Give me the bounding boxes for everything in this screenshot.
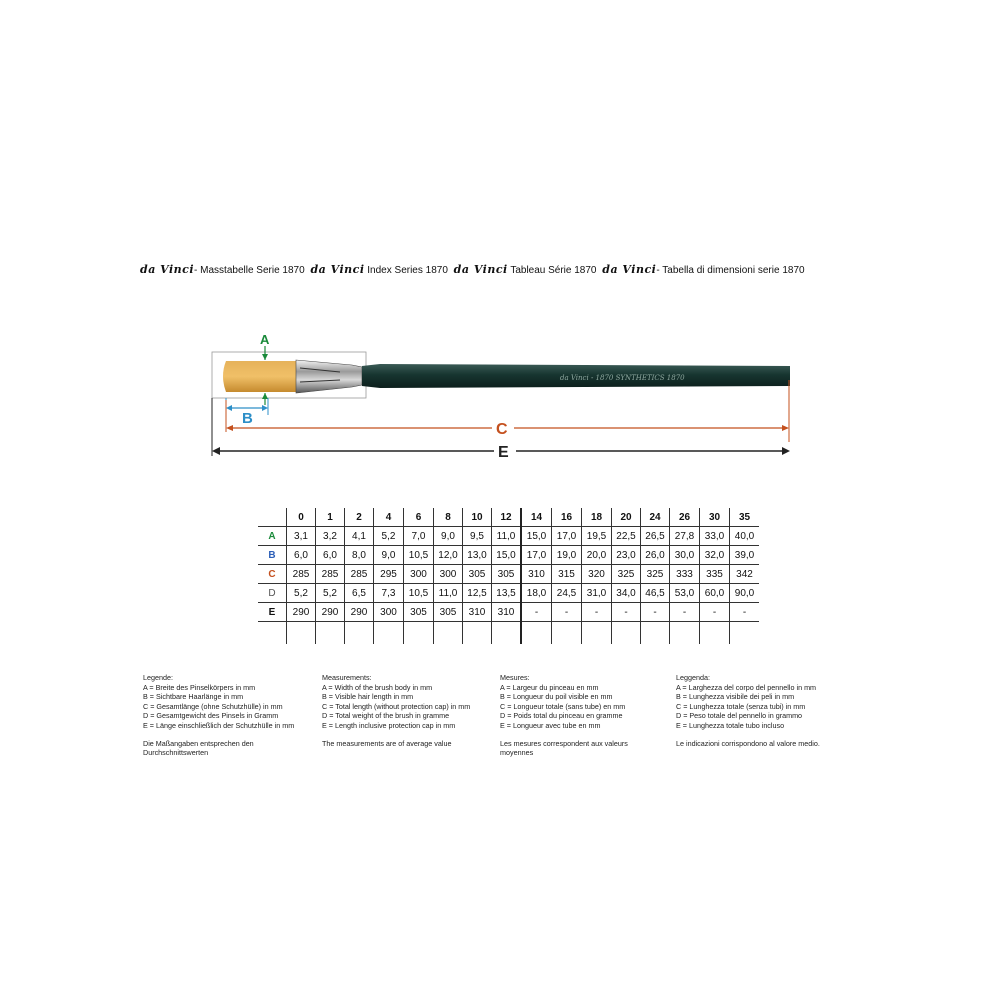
legend-line: A = Breite des Pinselkörpers in mm (143, 682, 256, 692)
table-cell: - (521, 603, 552, 622)
table-cell: 17,0 (552, 527, 582, 546)
empty-cell (463, 622, 492, 645)
column-header: 4 (374, 508, 404, 527)
legend-line: D = Peso totale del pennello in grammo (676, 711, 803, 721)
legend-heading: Mesures: (500, 673, 530, 682)
table-cell: 300 (434, 565, 463, 584)
legend-it (676, 673, 846, 748)
table-cell: 4,1 (345, 527, 374, 546)
table-cell: 30,0 (670, 546, 700, 565)
table-cell: 46,5 (641, 584, 670, 603)
table-cell: 290 (316, 603, 345, 622)
table-cell: 305 (463, 565, 492, 584)
legend-line: E = Length inclusive protection cap in mm (322, 720, 456, 730)
empty-cell (670, 622, 700, 645)
table-cell: 8,0 (345, 546, 374, 565)
table-cell: 10,5 (404, 584, 434, 603)
title-part-it: da Vinci- Tabella di dimensioni serie 1870 (602, 263, 805, 276)
title-part-de: da Vinci- Masstabelle Serie 1870 (140, 263, 305, 276)
legend-line: D = Poids total du pinceau en gramme (500, 711, 623, 721)
title-part-en: da Vinci Index Series 1870 (310, 263, 448, 276)
c-arrowhead-left (226, 425, 233, 431)
brush-ferrule (296, 360, 362, 393)
legend-line: B = Lunghezza visibile dei peli in mm (676, 692, 795, 702)
table-row (258, 546, 759, 565)
table-cell: 325 (612, 565, 641, 584)
table-cell: - (730, 603, 760, 622)
table-cell: 6,0 (316, 546, 345, 565)
empty-cell (521, 622, 552, 645)
table-cell: 31,0 (582, 584, 612, 603)
table-cell: 310 (521, 565, 552, 584)
table-cell: 27,8 (670, 527, 700, 546)
column-header: 35 (730, 508, 760, 527)
legend-de (143, 673, 308, 758)
empty-cell (374, 622, 404, 645)
brand-logo: da Vinci (140, 263, 195, 276)
brush-diagram (0, 320, 1000, 470)
table-cell: 15,0 (492, 546, 522, 565)
table-cell: - (700, 603, 730, 622)
label-a: A (260, 332, 270, 347)
empty-cell (316, 622, 345, 645)
label-b: B (242, 410, 253, 427)
table-cell: - (641, 603, 670, 622)
column-header: 26 (670, 508, 700, 527)
table-cell: 11,0 (434, 584, 463, 603)
legend-en (322, 673, 492, 748)
legend-note: Die Maßangaben entsprechen den Durchschnittswerten (143, 738, 254, 758)
table-cell: 15,0 (521, 527, 552, 546)
table-cell: 11,0 (492, 527, 522, 546)
empty-cell (582, 622, 612, 645)
table-cell: 285 (316, 565, 345, 584)
table-row (258, 527, 759, 546)
empty-cell (492, 622, 522, 645)
table-cell: 320 (582, 565, 612, 584)
column-header: 1 (316, 508, 345, 527)
legend-line: E = Länge einschließlich der Schutzhülle in mm (143, 720, 295, 730)
table-cell: 20,0 (582, 546, 612, 565)
legend-line: C = Total length (without protection cap) in mm (322, 701, 471, 711)
row-label: D (258, 584, 287, 603)
row-label: C (258, 565, 287, 584)
table-cell: 325 (641, 565, 670, 584)
legend-line: C = Lunghezza totale (senza tubi) in mm (676, 701, 806, 711)
column-header: 20 (612, 508, 641, 527)
table-cell: 305 (404, 603, 434, 622)
table-cell: 10,5 (404, 546, 434, 565)
legend-line: B = Sichtbare Haarlänge in mm (143, 692, 244, 702)
table-cell: - (612, 603, 641, 622)
empty-cell (345, 622, 374, 645)
column-header: 10 (463, 508, 492, 527)
legend-line: B = Longueur du poil visible en mm (500, 692, 613, 702)
table-cell: 34,0 (612, 584, 641, 603)
table-row (258, 603, 759, 622)
legend-line: A = Width of the brush body in mm (322, 682, 433, 692)
dimension-table (258, 508, 759, 644)
column-header: 6 (404, 508, 434, 527)
table-cell: 6,0 (287, 546, 316, 565)
table-cell: 5,2 (316, 584, 345, 603)
table-cell: 32,0 (700, 546, 730, 565)
legend-heading: Leggenda: (676, 673, 710, 682)
legend-note: Le indicazioni corrispondono al valore medio. (676, 738, 820, 748)
legend-heading: Measurements: (322, 673, 372, 682)
table-cell: 315 (552, 565, 582, 584)
table-cell: 26,0 (641, 546, 670, 565)
table-cell: 285 (345, 565, 374, 584)
table-cell: 300 (374, 603, 404, 622)
index-title (140, 262, 860, 278)
empty-cell (287, 622, 316, 645)
table-cell: 310 (463, 603, 492, 622)
brand-logo: da Vinci (602, 263, 657, 276)
table-corner (258, 508, 287, 527)
row-label: E (258, 603, 287, 622)
empty-cell (258, 622, 287, 645)
table-cell: 295 (374, 565, 404, 584)
table-cell: 26,5 (641, 527, 670, 546)
row-label: B (258, 546, 287, 565)
legend-line: A = Larghezza del corpo del pennello in mm (676, 682, 817, 692)
table-cell: 33,0 (700, 527, 730, 546)
table-cell: 285 (287, 565, 316, 584)
table-empty-row (258, 622, 759, 645)
table-cell: 3,1 (287, 527, 316, 546)
legend-line: C = Gesamtlänge (ohne Schutzhülle) in mm (143, 701, 283, 711)
table-cell: 342 (730, 565, 760, 584)
table-cell: 310 (492, 603, 522, 622)
legend-line: D = Total weight of the brush in gramme (322, 711, 450, 721)
table-cell: 39,0 (730, 546, 760, 565)
table-cell: 53,0 (670, 584, 700, 603)
column-header: 18 (582, 508, 612, 527)
table-cell: 13,0 (463, 546, 492, 565)
table-cell: 9,0 (374, 546, 404, 565)
table-cell: 335 (700, 565, 730, 584)
e-arrowhead-left (212, 447, 220, 455)
empty-cell (552, 622, 582, 645)
legend-line: C = Longueur totale (sans tube) en mm (500, 701, 626, 711)
table-row (258, 565, 759, 584)
legend-line: A = Largeur du pinceau en mm (500, 682, 599, 692)
table-cell: 12,0 (434, 546, 463, 565)
column-header: 30 (700, 508, 730, 527)
column-header: 12 (492, 508, 522, 527)
title-part-fr: da Vinci Tableau Série 1870 (453, 263, 597, 276)
legend-note: The measurements are of average value (322, 738, 452, 748)
brand-logo: da Vinci (310, 263, 365, 276)
label-e: E (498, 444, 509, 461)
table-cell: 5,2 (287, 584, 316, 603)
row-label: A (258, 527, 287, 546)
table-cell: 22,5 (612, 527, 641, 546)
column-header: 14 (521, 508, 552, 527)
handle-imprint: da Vinci - 1870 SYNTHETICS 1870 (560, 374, 685, 382)
table-cell: - (582, 603, 612, 622)
column-header: 0 (287, 508, 316, 527)
empty-cell (434, 622, 463, 645)
table-cell: 9,5 (463, 527, 492, 546)
table-cell: 6,5 (345, 584, 374, 603)
a-arrowhead-bottom (262, 393, 268, 399)
table-cell: 19,5 (582, 527, 612, 546)
b-arrowhead-left (226, 405, 232, 411)
empty-cell (641, 622, 670, 645)
legend-line: B = Visible hair length in mm (322, 692, 414, 702)
table-cell: 300 (404, 565, 434, 584)
label-c: C (496, 421, 508, 438)
empty-cell (700, 622, 730, 645)
table-cell: 19,0 (552, 546, 582, 565)
legend-line: D = Gesamtgewicht des Pinsels in Gramm (143, 711, 279, 721)
a-arrowhead-top (262, 354, 268, 360)
table-cell: 3,2 (316, 527, 345, 546)
table-cell: 290 (345, 603, 374, 622)
brand-logo: da Vinci (453, 263, 508, 276)
table-cell: 18,0 (521, 584, 552, 603)
table-cell: 9,0 (434, 527, 463, 546)
table-cell: 13,5 (492, 584, 522, 603)
table-cell: 290 (287, 603, 316, 622)
table-cell: 305 (434, 603, 463, 622)
empty-cell (730, 622, 760, 645)
legend-line: E = Lunghezza totale tubo incluso (676, 720, 785, 730)
b-arrowhead-right (262, 405, 268, 411)
empty-cell (404, 622, 434, 645)
column-header: 2 (345, 508, 374, 527)
table-cell: 90,0 (730, 584, 760, 603)
column-header: 16 (552, 508, 582, 527)
empty-cell (612, 622, 641, 645)
table-cell: 7,0 (404, 527, 434, 546)
table-cell: - (552, 603, 582, 622)
brush-hair (223, 361, 300, 392)
legend-heading: Legende: (143, 673, 173, 682)
column-header: 8 (434, 508, 463, 527)
legend-note: Les mesures correspondent aux valeurs moyennes (500, 738, 628, 758)
column-header: 24 (641, 508, 670, 527)
table-cell: 333 (670, 565, 700, 584)
table-cell: 17,0 (521, 546, 552, 565)
table-cell: 24,5 (552, 584, 582, 603)
table-cell: 5,2 (374, 527, 404, 546)
c-arrowhead-right (782, 425, 789, 431)
table-cell: 305 (492, 565, 522, 584)
table-cell: 12,5 (463, 584, 492, 603)
table-cell: 23,0 (612, 546, 641, 565)
table-cell: - (670, 603, 700, 622)
table-cell: 7,3 (374, 584, 404, 603)
legend-line: E = Longueur avec tube en mm (500, 720, 601, 730)
table-cell: 40,0 (730, 527, 760, 546)
legend-fr (500, 673, 665, 758)
table-cell: 60,0 (700, 584, 730, 603)
table-header-row (258, 508, 759, 527)
e-arrowhead-right (782, 447, 790, 455)
table-row (258, 584, 759, 603)
